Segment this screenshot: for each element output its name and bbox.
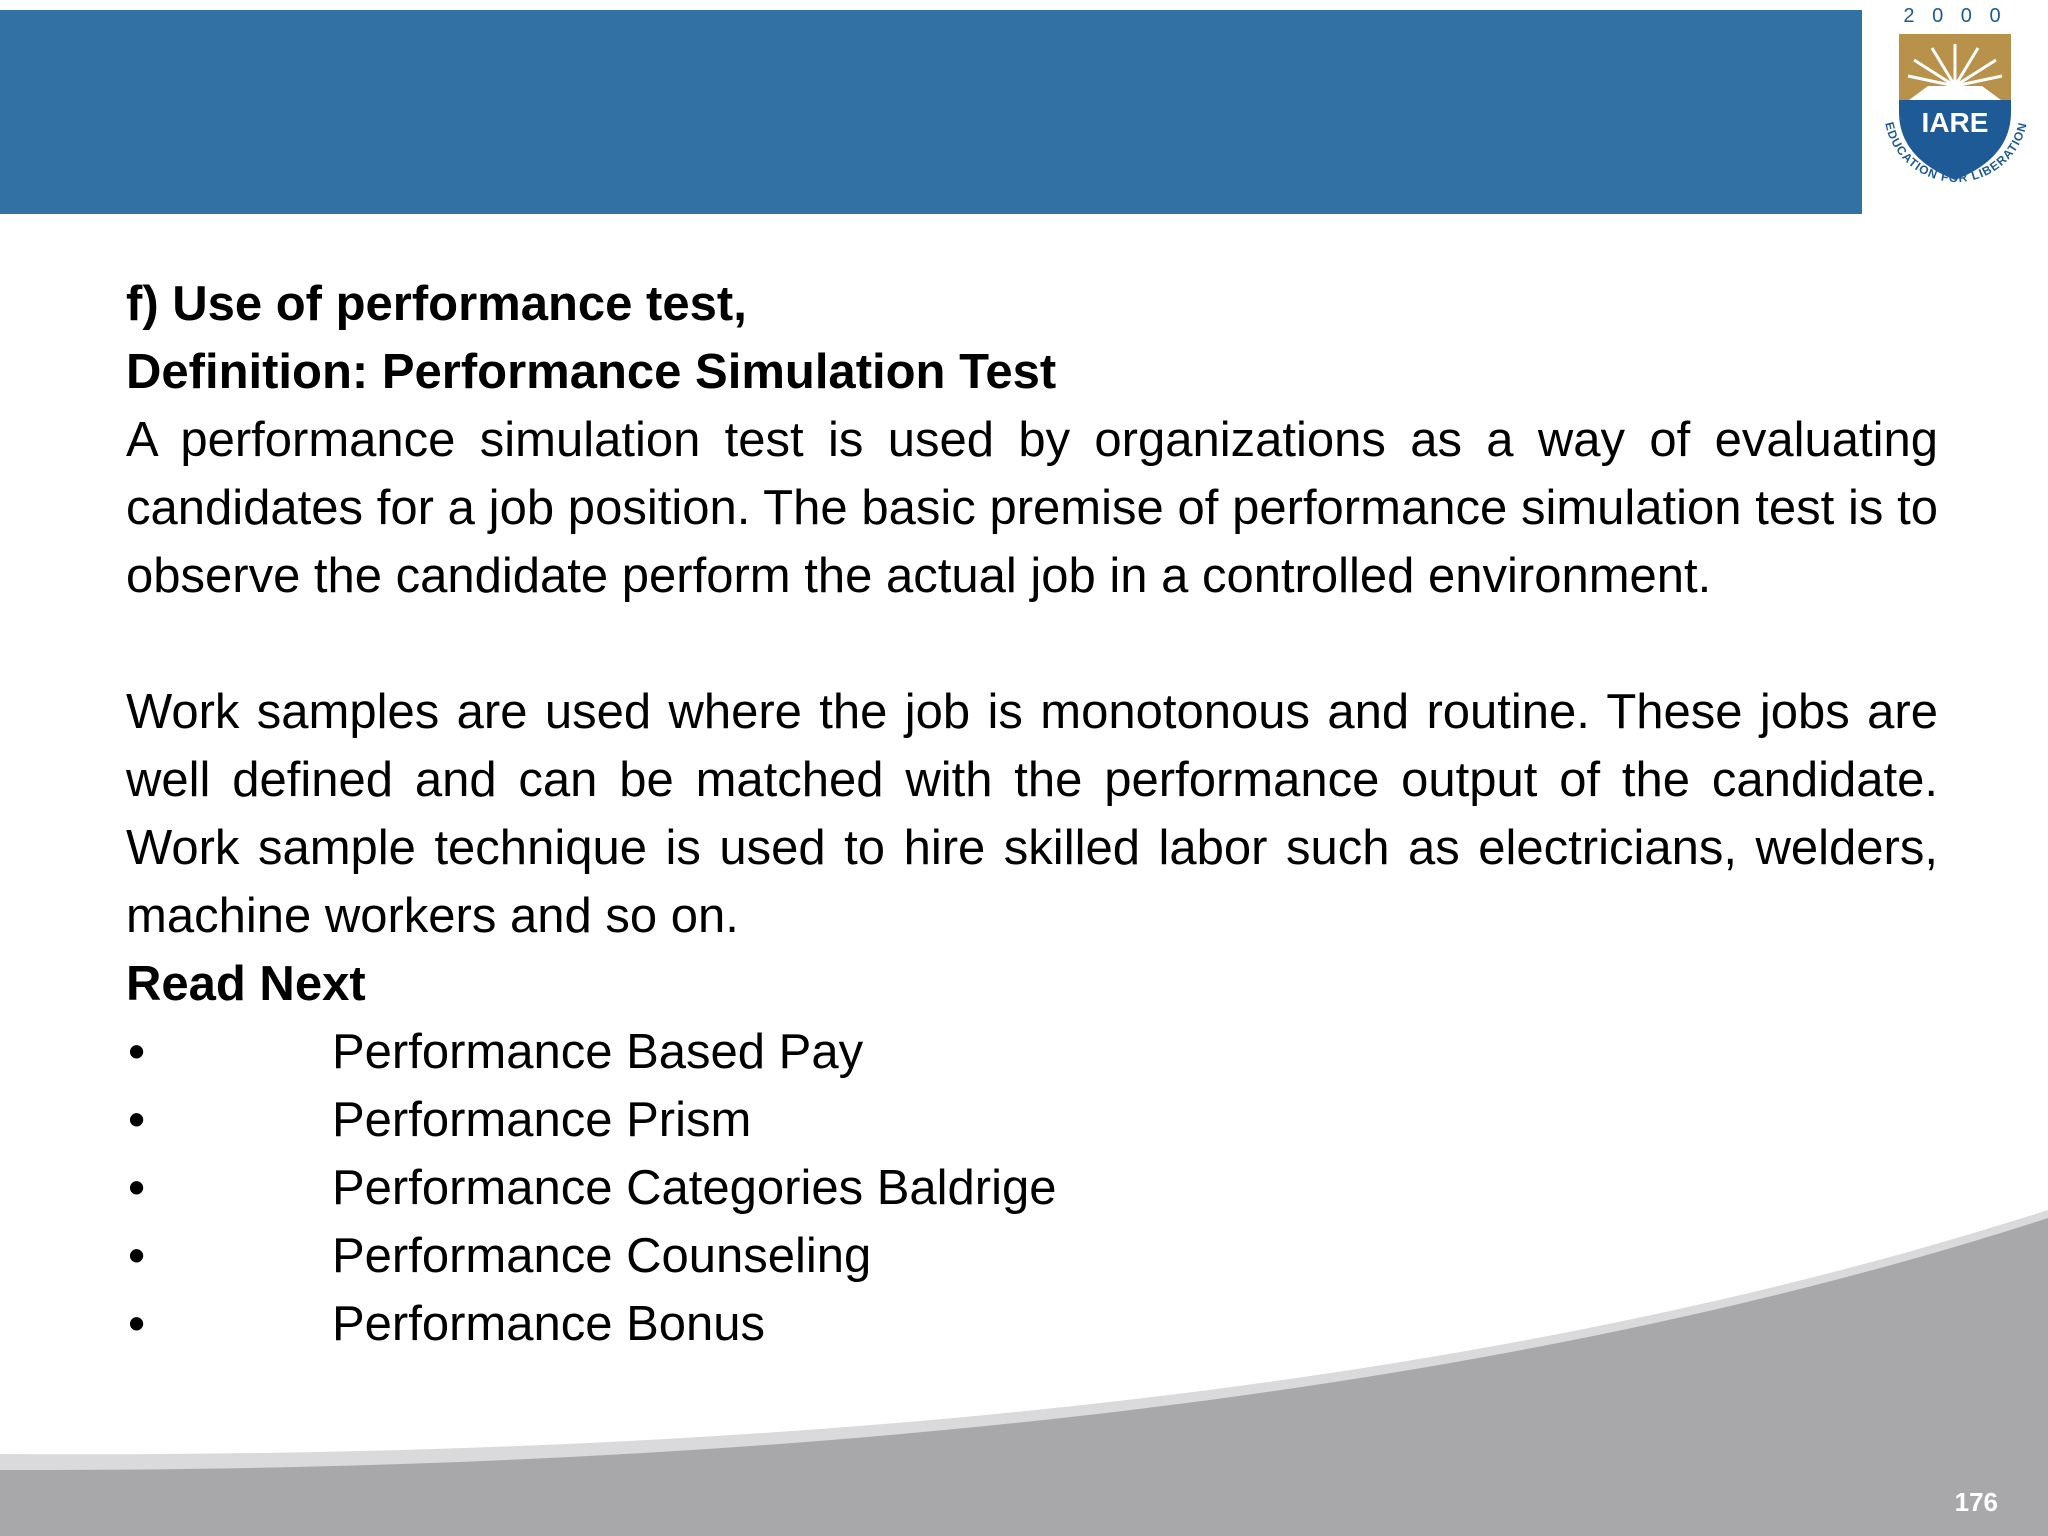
read-next-item [126,1290,1938,1358]
logo-year: 2 0 0 0 [1903,5,2007,27]
definition-paragraph: A performance simulation test is used by organizations as a way of evaluating candidates for a job position. The basic premise of performance simulation test is to observe the candidate perform the actual job in a controlled environment. [126,413,1938,603]
page-number: 176 [1954,1487,1998,1517]
bullet-icon: • [128,1161,146,1215]
bullet-icon: • [128,1025,146,1079]
iare-logo [1862,0,2048,214]
read-next-list [126,1018,1938,1358]
section-heading: f) Use of performance test, [126,277,747,331]
read-next-item-label: Performance Counseling [332,1229,872,1283]
read-next-item-label: Performance Based Pay [332,1025,864,1079]
read-next-item-label: Performance Categories Baldrige [332,1161,1057,1215]
read-next-label: Read Next [126,957,366,1011]
read-next-item [126,1154,1938,1222]
read-next-item [126,1018,1938,1086]
bullet-icon: • [128,1229,146,1283]
read-next-item [126,1086,1938,1154]
bullet-icon: • [128,1297,146,1351]
definition-heading: Definition: Performance Simulation Test [126,345,1057,399]
logo-motto: EDUCATION FOR LIBERATION [1882,120,2030,186]
work-samples-paragraph: Work samples are used where the job is monotonous and routine. These jobs are well defined and can be matched with the performance output of the candidate. Work sample technique is used to hire skilled labor such as electricians, welders, machine workers and so on. [126,685,1938,943]
read-next-item-label: Performance Prism [332,1093,752,1147]
read-next-item [126,1222,1938,1290]
slide-content [126,270,1938,1358]
paragraph-spacer [126,610,1938,678]
bullet-icon: • [128,1093,146,1147]
read-next-item-label: Performance Bonus [332,1297,766,1351]
logo-name: IARE [1921,107,1989,138]
header-band [0,10,2040,214]
